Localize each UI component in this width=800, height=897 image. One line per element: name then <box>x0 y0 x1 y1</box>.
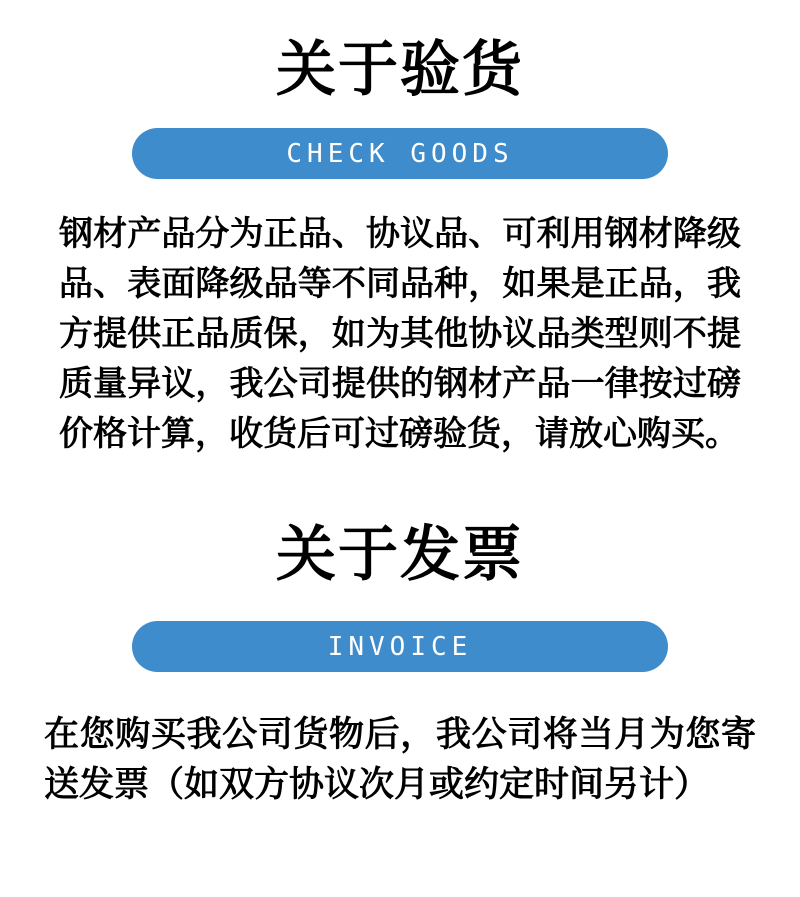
invoice-description: 在您购买我公司货物后，我公司将当月为您寄送发票（如双方协议次月或约定时间另计） <box>44 715 756 804</box>
invoice-banner <box>132 621 668 672</box>
invoice-title: 关于发票 <box>276 521 524 588</box>
product-notice-page <box>0 34 800 897</box>
check-goods-title: 关于验货 <box>276 36 524 103</box>
section-invoice <box>0 519 800 810</box>
section-check-goods <box>0 34 800 459</box>
check-goods-banner-label: CHECK GOODS <box>286 138 514 169</box>
invoice-banner-label: INVOICE <box>327 631 473 662</box>
check-goods-description: 钢材产品分为正品、协议品、可利用钢材降级品、表面降级品等不同品种，如果是正品，我方提供正品质保，如为其他协议品类型则不提质量异议，我公司提供的钢材产品一律按过磅价格计算，收货后可过磅验货，请放心购买。 <box>59 215 741 453</box>
check-goods-banner <box>132 128 668 179</box>
